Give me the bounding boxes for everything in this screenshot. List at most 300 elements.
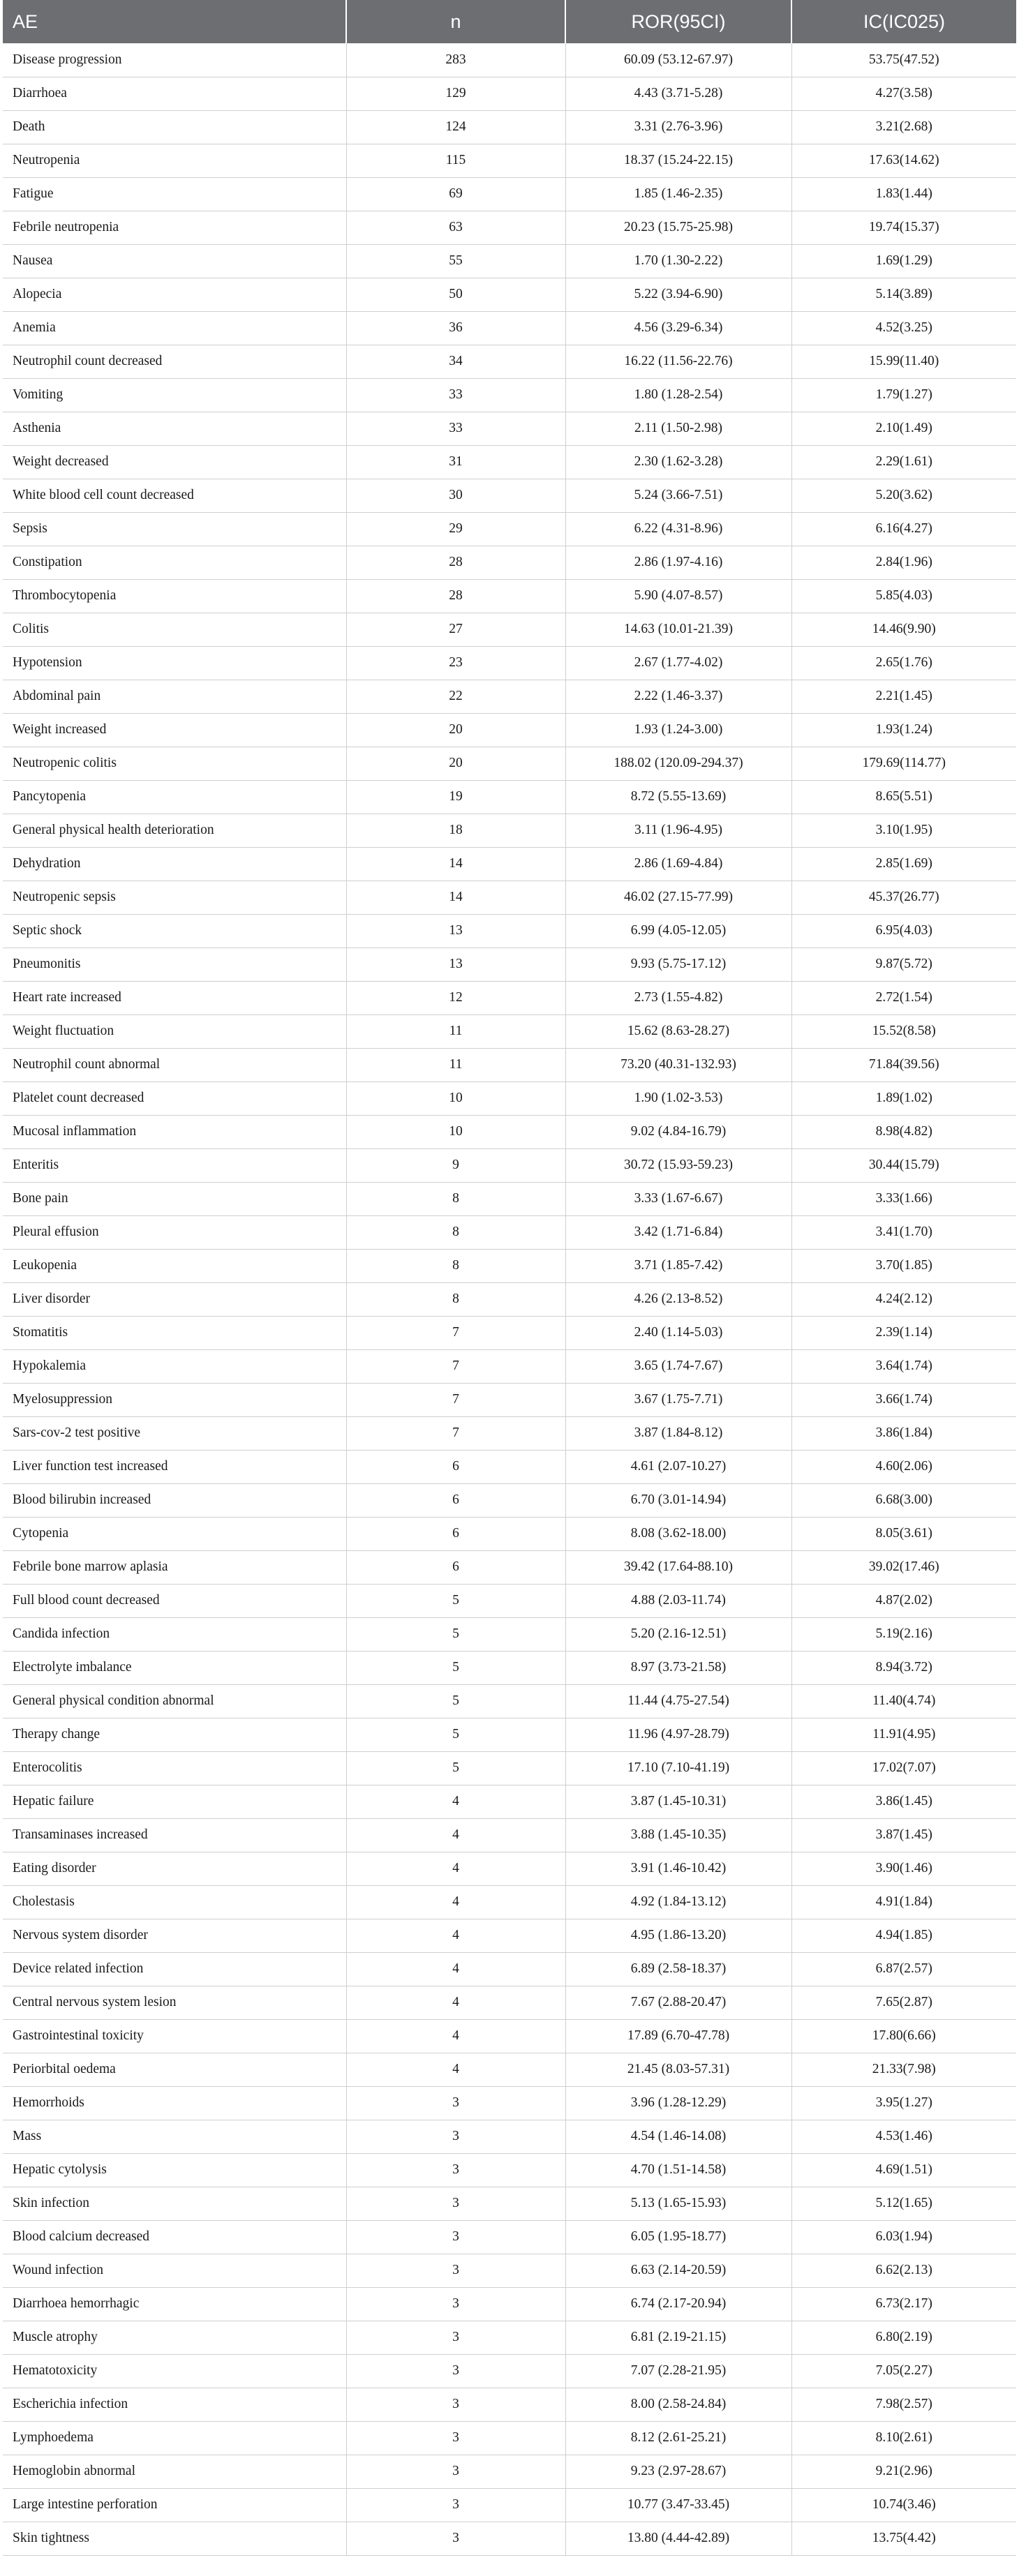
- cell-ror: 60.09 (53.12-67.97): [565, 43, 791, 77]
- cell-ror: 4.61 (2.07-10.27): [565, 1450, 791, 1483]
- cell-ror: 1.85 (1.46-2.35): [565, 177, 791, 211]
- cell-ae: Wound infection: [3, 2254, 346, 2287]
- cell-n: 36: [346, 311, 565, 345]
- cell-ic: 3.90(1.46): [791, 1852, 1016, 1885]
- cell-ic: 8.94(3.72): [791, 1651, 1016, 1684]
- table-body: [3, 43, 1016, 2555]
- cell-ror: 5.22 (3.94-6.90): [565, 278, 791, 311]
- cell-n: 27: [346, 613, 565, 646]
- cell-ror: 4.70 (1.51-14.58): [565, 2153, 791, 2187]
- table-row: [3, 110, 1016, 144]
- cell-ic: 1.79(1.27): [791, 378, 1016, 412]
- table-row: [3, 2220, 1016, 2254]
- table-row: [3, 1684, 1016, 1718]
- cell-ror: 2.22 (1.46-3.37): [565, 680, 791, 713]
- cell-ae: Hypokalemia: [3, 1349, 346, 1383]
- cell-ror: 4.26 (2.13-8.52): [565, 1282, 791, 1316]
- cell-n: 11: [346, 1048, 565, 1081]
- table-row: [3, 43, 1016, 77]
- cell-n: 4: [346, 1818, 565, 1852]
- cell-ae: Electrolyte imbalance: [3, 1651, 346, 1684]
- cell-ae: Neutrophil count decreased: [3, 345, 346, 378]
- cell-n: 6: [346, 1550, 565, 1584]
- cell-ic: 2.39(1.14): [791, 1316, 1016, 1349]
- cell-ror: 8.00 (2.58-24.84): [565, 2388, 791, 2421]
- cell-ae: Neutropenic sepsis: [3, 881, 346, 914]
- table-row: [3, 1952, 1016, 1986]
- cell-ic: 4.69(1.51): [791, 2153, 1016, 2187]
- cell-ae: Nervous system disorder: [3, 1919, 346, 1952]
- cell-ic: 13.75(4.42): [791, 2522, 1016, 2555]
- cell-ic: 15.99(11.40): [791, 345, 1016, 378]
- cell-ic: 6.87(2.57): [791, 1952, 1016, 1986]
- ae-table: [3, 0, 1016, 2556]
- cell-n: 13: [346, 948, 565, 981]
- table-row: [3, 177, 1016, 211]
- cell-n: 4: [346, 1986, 565, 2019]
- cell-n: 4: [346, 1885, 565, 1919]
- cell-ic: 2.85(1.69): [791, 847, 1016, 881]
- cell-ae: Stomatitis: [3, 1316, 346, 1349]
- table-row: [3, 244, 1016, 278]
- cell-ae: Sars-cov-2 test positive: [3, 1416, 346, 1450]
- cell-n: 7: [346, 1416, 565, 1450]
- cell-n: 34: [346, 345, 565, 378]
- cell-n: 8: [346, 1182, 565, 1215]
- cell-ror: 3.42 (1.71-6.84): [565, 1215, 791, 1249]
- cell-ror: 3.31 (2.76-3.96): [565, 110, 791, 144]
- cell-n: 7: [346, 1316, 565, 1349]
- cell-ae: Hematotoxicity: [3, 2354, 346, 2388]
- cell-ic: 1.69(1.29): [791, 244, 1016, 278]
- cell-ae: Hepatic cytolysis: [3, 2153, 346, 2187]
- cell-ae: General physical health deterioration: [3, 814, 346, 847]
- cell-ic: 39.02(17.46): [791, 1550, 1016, 1584]
- cell-ic: 4.94(1.85): [791, 1919, 1016, 1952]
- header-ror: ROR(95CI): [565, 0, 791, 43]
- cell-ic: 5.85(4.03): [791, 579, 1016, 613]
- cell-ror: 3.91 (1.46-10.42): [565, 1852, 791, 1885]
- cell-n: 3: [346, 2522, 565, 2555]
- cell-n: 5: [346, 1651, 565, 1684]
- cell-n: 7: [346, 1383, 565, 1416]
- table-row: [3, 1617, 1016, 1651]
- cell-ae: Device related infection: [3, 1952, 346, 1986]
- cell-ror: 4.92 (1.84-13.12): [565, 1885, 791, 1919]
- cell-ic: 3.10(1.95): [791, 814, 1016, 847]
- cell-ae: Abdominal pain: [3, 680, 346, 713]
- cell-ae: Hypotension: [3, 646, 346, 680]
- cell-ae: Constipation: [3, 546, 346, 579]
- table-row: [3, 2321, 1016, 2354]
- table-row: [3, 847, 1016, 881]
- table-row: [3, 311, 1016, 345]
- cell-n: 4: [346, 2053, 565, 2086]
- table-row: [3, 981, 1016, 1014]
- cell-ae: Full blood count decreased: [3, 1584, 346, 1617]
- cell-ae: Febrile bone marrow aplasia: [3, 1550, 346, 1584]
- cell-ic: 4.60(2.06): [791, 1450, 1016, 1483]
- cell-ic: 3.70(1.85): [791, 1249, 1016, 1282]
- cell-ic: 5.12(1.65): [791, 2187, 1016, 2220]
- cell-ae: Therapy change: [3, 1718, 346, 1751]
- cell-ror: 6.22 (4.31-8.96): [565, 512, 791, 546]
- cell-ae: Septic shock: [3, 914, 346, 948]
- cell-ror: 5.13 (1.65-15.93): [565, 2187, 791, 2220]
- cell-ror: 3.67 (1.75-7.71): [565, 1383, 791, 1416]
- cell-n: 30: [346, 479, 565, 512]
- cell-ic: 3.86(1.45): [791, 1785, 1016, 1818]
- table-row: [3, 713, 1016, 747]
- table-row: [3, 1751, 1016, 1785]
- cell-n: 4: [346, 1952, 565, 1986]
- cell-ror: 4.88 (2.03-11.74): [565, 1584, 791, 1617]
- table-row: [3, 2019, 1016, 2053]
- cell-n: 4: [346, 2019, 565, 2053]
- cell-ae: Neutropenia: [3, 144, 346, 177]
- cell-ror: 6.70 (3.01-14.94): [565, 1483, 791, 1517]
- cell-ror: 3.71 (1.85-7.42): [565, 1249, 791, 1282]
- cell-ror: 3.11 (1.96-4.95): [565, 814, 791, 847]
- cell-ror: 11.44 (4.75-27.54): [565, 1684, 791, 1718]
- cell-ae: Cholestasis: [3, 1885, 346, 1919]
- cell-ror: 2.40 (1.14-5.03): [565, 1316, 791, 1349]
- cell-ic: 71.84(39.56): [791, 1048, 1016, 1081]
- cell-ror: 9.23 (2.97-28.67): [565, 2455, 791, 2488]
- cell-n: 5: [346, 1718, 565, 1751]
- cell-ic: 17.02(7.07): [791, 1751, 1016, 1785]
- cell-ic: 3.33(1.66): [791, 1182, 1016, 1215]
- cell-ae: Hemorrhoids: [3, 2086, 346, 2120]
- table-row: [3, 1450, 1016, 1483]
- table-row: [3, 2287, 1016, 2321]
- cell-ae: Death: [3, 110, 346, 144]
- cell-n: 63: [346, 211, 565, 244]
- cell-n: 8: [346, 1282, 565, 1316]
- cell-ror: 1.90 (1.02-3.53): [565, 1081, 791, 1115]
- cell-n: 12: [346, 981, 565, 1014]
- table-row: [3, 1316, 1016, 1349]
- cell-ic: 8.98(4.82): [791, 1115, 1016, 1148]
- cell-ror: 5.90 (4.07-8.57): [565, 579, 791, 613]
- table-row: [3, 914, 1016, 948]
- table-row: [3, 814, 1016, 847]
- cell-ae: Platelet count decreased: [3, 1081, 346, 1115]
- cell-ae: Vomiting: [3, 378, 346, 412]
- cell-ror: 17.89 (6.70-47.78): [565, 2019, 791, 2053]
- cell-ic: 1.93(1.24): [791, 713, 1016, 747]
- cell-ic: 4.24(2.12): [791, 1282, 1016, 1316]
- table-row: [3, 2455, 1016, 2488]
- table-row: [3, 1282, 1016, 1316]
- cell-n: 3: [346, 2220, 565, 2254]
- cell-ror: 9.02 (4.84-16.79): [565, 1115, 791, 1148]
- cell-n: 5: [346, 1584, 565, 1617]
- table-row: [3, 1818, 1016, 1852]
- cell-ror: 9.93 (5.75-17.12): [565, 948, 791, 981]
- cell-ic: 7.05(2.27): [791, 2354, 1016, 2388]
- table-row: [3, 2421, 1016, 2455]
- cell-ae: Neutrophil count abnormal: [3, 1048, 346, 1081]
- cell-ror: 16.22 (11.56-22.76): [565, 345, 791, 378]
- cell-ror: 15.62 (8.63-28.27): [565, 1014, 791, 1048]
- cell-n: 3: [346, 2153, 565, 2187]
- cell-n: 28: [346, 579, 565, 613]
- cell-ror: 8.97 (3.73-21.58): [565, 1651, 791, 1684]
- cell-n: 14: [346, 847, 565, 881]
- table-row: [3, 1215, 1016, 1249]
- cell-ror: 6.81 (2.19-21.15): [565, 2321, 791, 2354]
- table-row: [3, 1517, 1016, 1550]
- cell-n: 3: [346, 2086, 565, 2120]
- cell-ic: 6.80(2.19): [791, 2321, 1016, 2354]
- cell-n: 3: [346, 2421, 565, 2455]
- cell-n: 6: [346, 1517, 565, 1550]
- table-row: [3, 1148, 1016, 1182]
- cell-ror: 188.02 (120.09-294.37): [565, 747, 791, 780]
- cell-ror: 11.96 (4.97-28.79): [565, 1718, 791, 1751]
- cell-n: 13: [346, 914, 565, 948]
- cell-ror: 30.72 (15.93-59.23): [565, 1148, 791, 1182]
- cell-ror: 10.77 (3.47-33.45): [565, 2488, 791, 2522]
- cell-ae: Diarrhoea hemorrhagic: [3, 2287, 346, 2321]
- cell-ic: 6.16(4.27): [791, 512, 1016, 546]
- cell-ic: 4.87(2.02): [791, 1584, 1016, 1617]
- cell-ae: Eating disorder: [3, 1852, 346, 1885]
- table-row: [3, 1081, 1016, 1115]
- cell-ae: Liver disorder: [3, 1282, 346, 1316]
- table-row: [3, 479, 1016, 512]
- table-row: [3, 2354, 1016, 2388]
- cell-ror: 4.56 (3.29-6.34): [565, 311, 791, 345]
- cell-ae: Enterocolitis: [3, 1751, 346, 1785]
- cell-ae: Weight fluctuation: [3, 1014, 346, 1048]
- cell-n: 50: [346, 278, 565, 311]
- cell-ror: 2.86 (1.97-4.16): [565, 546, 791, 579]
- cell-ae: Weight decreased: [3, 445, 346, 479]
- cell-ror: 6.99 (4.05-12.05): [565, 914, 791, 948]
- cell-ror: 8.08 (3.62-18.00): [565, 1517, 791, 1550]
- cell-ic: 2.29(1.61): [791, 445, 1016, 479]
- cell-ae: Asthenia: [3, 412, 346, 445]
- cell-n: 7: [346, 1349, 565, 1383]
- cell-ae: Myelosuppression: [3, 1383, 346, 1416]
- cell-ae: Disease progression: [3, 43, 346, 77]
- cell-ae: Candida infection: [3, 1617, 346, 1651]
- cell-n: 23: [346, 646, 565, 680]
- cell-n: 283: [346, 43, 565, 77]
- table-row: [3, 948, 1016, 981]
- cell-ic: 2.72(1.54): [791, 981, 1016, 1014]
- cell-ic: 2.84(1.96): [791, 546, 1016, 579]
- table-row: [3, 579, 1016, 613]
- cell-ae: Weight increased: [3, 713, 346, 747]
- cell-ic: 7.65(2.87): [791, 1986, 1016, 2019]
- table-row: [3, 646, 1016, 680]
- cell-n: 10: [346, 1081, 565, 1115]
- cell-ae: Dehydration: [3, 847, 346, 881]
- cell-n: 10: [346, 1115, 565, 1148]
- cell-ror: 4.95 (1.86-13.20): [565, 1919, 791, 1952]
- table-row: [3, 345, 1016, 378]
- cell-n: 3: [346, 2321, 565, 2354]
- cell-n: 3: [346, 2254, 565, 2287]
- cell-n: 69: [346, 177, 565, 211]
- cell-ic: 9.87(5.72): [791, 948, 1016, 981]
- cell-ae: White blood cell count decreased: [3, 479, 346, 512]
- cell-ror: 1.80 (1.28-2.54): [565, 378, 791, 412]
- cell-ror: 21.45 (8.03-57.31): [565, 2053, 791, 2086]
- cell-ror: 8.72 (5.55-13.69): [565, 780, 791, 814]
- table-row: [3, 445, 1016, 479]
- cell-n: 3: [346, 2120, 565, 2153]
- cell-n: 28: [346, 546, 565, 579]
- cell-ic: 21.33(7.98): [791, 2053, 1016, 2086]
- cell-ic: 4.52(3.25): [791, 311, 1016, 345]
- cell-n: 4: [346, 1852, 565, 1885]
- table-row: [3, 211, 1016, 244]
- cell-ic: 10.74(3.46): [791, 2488, 1016, 2522]
- table-row: [3, 1249, 1016, 1282]
- table-row: [3, 613, 1016, 646]
- cell-n: 33: [346, 412, 565, 445]
- cell-ror: 7.67 (2.88-20.47): [565, 1986, 791, 2019]
- cell-ror: 3.87 (1.84-8.12): [565, 1416, 791, 1450]
- cell-ic: 3.21(2.68): [791, 110, 1016, 144]
- cell-n: 5: [346, 1617, 565, 1651]
- cell-n: 3: [346, 2287, 565, 2321]
- table-row: [3, 780, 1016, 814]
- cell-ae: Escherichia infection: [3, 2388, 346, 2421]
- cell-ae: Liver function test increased: [3, 1450, 346, 1483]
- cell-ae: Mucosal inflammation: [3, 1115, 346, 1148]
- cell-n: 4: [346, 1785, 565, 1818]
- cell-ae: Gastrointestinal toxicity: [3, 2019, 346, 2053]
- cell-ror: 6.63 (2.14-20.59): [565, 2254, 791, 2287]
- cell-ror: 5.20 (2.16-12.51): [565, 1617, 791, 1651]
- cell-ic: 6.68(3.00): [791, 1483, 1016, 1517]
- cell-ic: 179.69(114.77): [791, 747, 1016, 780]
- cell-ic: 5.20(3.62): [791, 479, 1016, 512]
- table-row: [3, 2522, 1016, 2555]
- cell-n: 11: [346, 1014, 565, 1048]
- cell-ae: Nausea: [3, 244, 346, 278]
- table-row: [3, 1986, 1016, 2019]
- cell-ror: 73.20 (40.31-132.93): [565, 1048, 791, 1081]
- cell-ror: 5.24 (3.66-7.51): [565, 479, 791, 512]
- cell-ae: Cytopenia: [3, 1517, 346, 1550]
- table-row: [3, 77, 1016, 110]
- cell-ror: 8.12 (2.61-25.21): [565, 2421, 791, 2455]
- cell-ic: 11.91(4.95): [791, 1718, 1016, 1751]
- table-header-row: [3, 0, 1016, 43]
- cell-n: 18: [346, 814, 565, 847]
- table-row: [3, 2488, 1016, 2522]
- cell-ic: 2.21(1.45): [791, 680, 1016, 713]
- table-row: [3, 2153, 1016, 2187]
- table-row: [3, 1349, 1016, 1383]
- cell-ror: 18.37 (15.24-22.15): [565, 144, 791, 177]
- cell-ic: 8.10(2.61): [791, 2421, 1016, 2455]
- table-row: [3, 546, 1016, 579]
- table-row: [3, 1014, 1016, 1048]
- cell-ic: 3.41(1.70): [791, 1215, 1016, 1249]
- cell-n: 4: [346, 1919, 565, 1952]
- cell-ror: 4.43 (3.71-5.28): [565, 77, 791, 110]
- cell-ror: 39.42 (17.64-88.10): [565, 1550, 791, 1584]
- cell-ae: Fatigue: [3, 177, 346, 211]
- cell-n: 3: [346, 2388, 565, 2421]
- cell-ae: Muscle atrophy: [3, 2321, 346, 2354]
- cell-ic: 2.65(1.76): [791, 646, 1016, 680]
- cell-ror: 1.93 (1.24-3.00): [565, 713, 791, 747]
- cell-ic: 1.89(1.02): [791, 1081, 1016, 1115]
- cell-ae: Neutropenic colitis: [3, 747, 346, 780]
- cell-ic: 8.65(5.51): [791, 780, 1016, 814]
- cell-ic: 3.66(1.74): [791, 1383, 1016, 1416]
- cell-ror: 13.80 (4.44-42.89): [565, 2522, 791, 2555]
- cell-ae: General physical condition abnormal: [3, 1684, 346, 1718]
- cell-ic: 3.87(1.45): [791, 1818, 1016, 1852]
- cell-ae: Transaminases increased: [3, 1818, 346, 1852]
- cell-ae: Bone pain: [3, 1182, 346, 1215]
- cell-ic: 5.14(3.89): [791, 278, 1016, 311]
- table-row: [3, 278, 1016, 311]
- cell-ic: 4.27(3.58): [791, 77, 1016, 110]
- cell-n: 3: [346, 2354, 565, 2388]
- cell-n: 8: [346, 1215, 565, 1249]
- cell-ic: 30.44(15.79): [791, 1148, 1016, 1182]
- cell-ae: Pneumonitis: [3, 948, 346, 981]
- cell-ror: 2.30 (1.62-3.28): [565, 445, 791, 479]
- cell-ic: 3.64(1.74): [791, 1349, 1016, 1383]
- cell-ror: 4.54 (1.46-14.08): [565, 2120, 791, 2153]
- cell-ror: 6.89 (2.58-18.37): [565, 1952, 791, 1986]
- table-row: [3, 412, 1016, 445]
- cell-n: 31: [346, 445, 565, 479]
- table-row: [3, 1115, 1016, 1148]
- header-ic: IC(IC025): [791, 0, 1016, 43]
- cell-n: 3: [346, 2455, 565, 2488]
- cell-ic: 6.62(2.13): [791, 2254, 1016, 2287]
- table-row: [3, 378, 1016, 412]
- cell-ror: 46.02 (27.15-77.99): [565, 881, 791, 914]
- cell-n: 5: [346, 1684, 565, 1718]
- cell-ae: Large intestine perforation: [3, 2488, 346, 2522]
- table-row: [3, 1483, 1016, 1517]
- cell-ic: 17.80(6.66): [791, 2019, 1016, 2053]
- cell-n: 14: [346, 881, 565, 914]
- cell-n: 8: [346, 1249, 565, 1282]
- cell-n: 20: [346, 713, 565, 747]
- cell-ae: Leukopenia: [3, 1249, 346, 1282]
- cell-ae: Blood bilirubin increased: [3, 1483, 346, 1517]
- table-row: [3, 680, 1016, 713]
- cell-ic: 15.52(8.58): [791, 1014, 1016, 1048]
- cell-n: 29: [346, 512, 565, 546]
- header-ae: AE: [3, 0, 346, 43]
- cell-ic: 8.05(3.61): [791, 1517, 1016, 1550]
- cell-ic: 17.63(14.62): [791, 144, 1016, 177]
- cell-n: 124: [346, 110, 565, 144]
- cell-ror: 14.63 (10.01-21.39): [565, 613, 791, 646]
- cell-ic: 19.74(15.37): [791, 211, 1016, 244]
- cell-n: 115: [346, 144, 565, 177]
- cell-n: 6: [346, 1450, 565, 1483]
- header-n: n: [346, 0, 565, 43]
- cell-ic: 4.53(1.46): [791, 2120, 1016, 2153]
- cell-ae: Diarrhoea: [3, 77, 346, 110]
